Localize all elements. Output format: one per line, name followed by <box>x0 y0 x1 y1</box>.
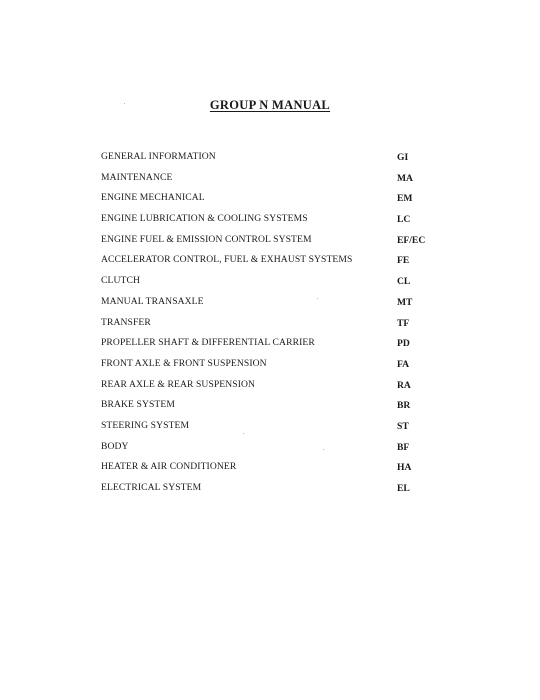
section-code: MT <box>397 296 413 308</box>
scan-speck <box>317 298 318 299</box>
section-code: FE <box>397 255 410 267</box>
section-name: ENGINE MECHANICAL <box>101 192 205 204</box>
scan-speck <box>243 433 244 434</box>
section-code: RA <box>397 379 411 391</box>
section-row <box>0 482 540 503</box>
section-code: EL <box>397 483 410 494</box>
section-name: CLUTCH <box>101 275 140 287</box>
section-name: FRONT AXLE & FRONT SUSPENSION <box>101 357 267 369</box>
section-name: STEERING SYSTEM <box>101 419 190 431</box>
section-name: ENGINE LUBRICATION & COOLING SYSTEMS <box>101 213 308 225</box>
section-row <box>0 317 540 338</box>
section-name: ENGINE FUEL & EMISSION CONTROL SYSTEM <box>101 233 312 245</box>
section-code: GI <box>397 152 409 163</box>
section-name: TRANSFER <box>101 316 151 328</box>
section-code: EM <box>397 193 413 205</box>
section-code: PD <box>397 338 410 350</box>
scan-speck <box>323 449 324 450</box>
scan-speck <box>124 103 125 104</box>
section-row <box>0 151 540 172</box>
section-name: ELECTRICAL SYSTEM <box>101 482 202 493</box>
section-row <box>0 441 540 462</box>
section-name: MAINTENANCE <box>101 171 173 183</box>
section-row <box>0 358 540 379</box>
section-code: ST <box>397 420 409 432</box>
section-code: LC <box>397 214 411 226</box>
section-name: PROPELLER SHAFT & DIFFERENTIAL CARRIER <box>101 337 315 349</box>
section-row <box>0 234 540 255</box>
section-row <box>0 275 540 296</box>
page-title: GROUP N MANUAL <box>209 98 331 112</box>
section-code: BR <box>397 400 411 412</box>
section-code: MA <box>397 172 413 184</box>
section-row <box>0 399 540 420</box>
section-name: HEATER & AIR CONDITIONER <box>101 461 237 473</box>
section-row <box>0 420 540 441</box>
section-name: BRAKE SYSTEM <box>101 399 175 411</box>
section-row <box>0 254 540 275</box>
section-list <box>0 151 540 503</box>
section-name: REAR AXLE & REAR SUSPENSION <box>101 378 256 390</box>
section-name: BODY <box>101 440 129 452</box>
section-code: FA <box>397 358 410 370</box>
section-code: HA <box>397 462 412 474</box>
section-code: TF <box>397 317 410 329</box>
section-name: ACCELERATOR CONTROL, FUEL & EXHAUST SYSTEMS <box>101 254 353 266</box>
section-name: MANUAL TRANSAXLE <box>101 295 204 307</box>
section-row <box>0 461 540 482</box>
section-row <box>0 172 540 193</box>
section-row <box>0 296 540 317</box>
section-code: BF <box>397 441 410 453</box>
section-name: GENERAL INFORMATION <box>101 151 216 162</box>
section-code: EF/EC <box>397 234 426 246</box>
section-row <box>0 192 540 213</box>
section-code: CL <box>397 276 411 288</box>
section-row <box>0 213 540 234</box>
section-row <box>0 379 540 400</box>
section-row <box>0 337 540 358</box>
